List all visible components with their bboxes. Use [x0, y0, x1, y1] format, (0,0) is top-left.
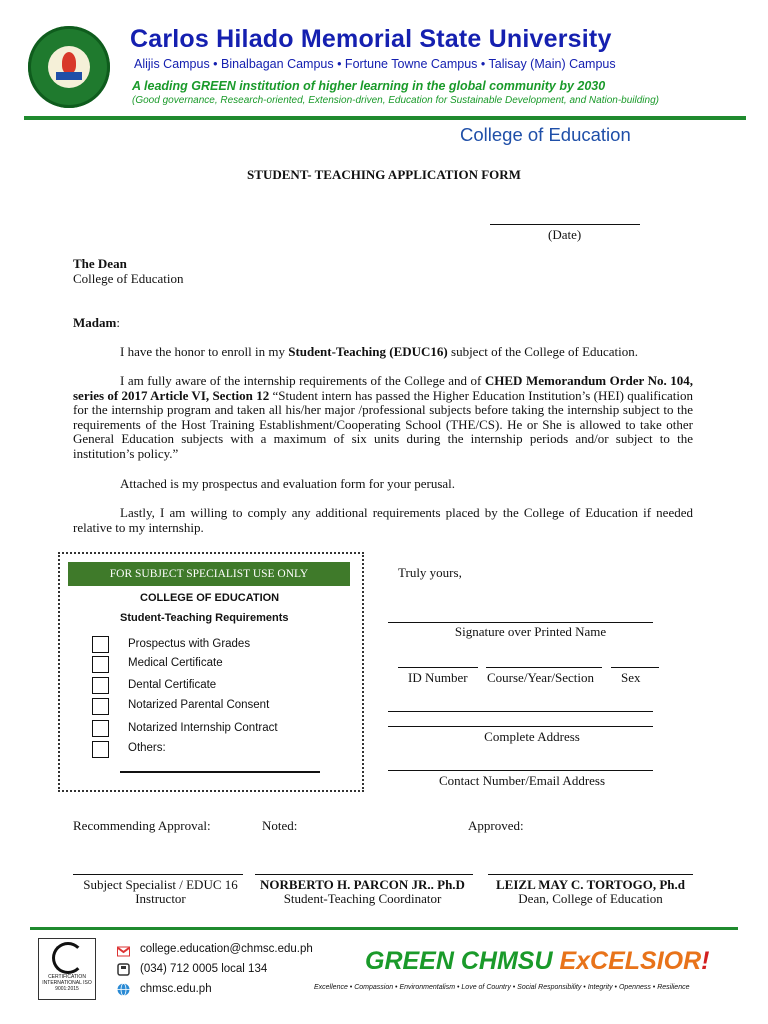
- noted-label: Noted:: [262, 818, 298, 833]
- box-heading: Student-Teaching Requirements: [120, 612, 289, 624]
- req-prospectus: Prospectus with Grades: [128, 638, 251, 650]
- address-line-1[interactable]: [388, 711, 653, 712]
- course-label: Course/Year/Section: [487, 670, 595, 685]
- vision-subtext: (Good governance, Research-oriented, Extension-driven, Education for Sustainable Development, and Nation-building): [132, 95, 659, 106]
- req-parental-consent: Notarized Parental Consent: [128, 699, 270, 711]
- paragraph-enroll: I have the honor to enroll in my Student-Teaching (EDUC16) subject of the College of Education.: [120, 344, 639, 359]
- req-dental: Dental Certificate: [128, 679, 217, 691]
- box-college: COLLEGE OF EDUCATION: [140, 592, 280, 604]
- checkbox-internship-contract[interactable]: [92, 720, 109, 737]
- req-others: Others:: [128, 742, 166, 754]
- torch-icon: [62, 52, 76, 74]
- recommending-label: Recommending Approval:: [73, 818, 211, 833]
- req-medical: Medical Certificate: [128, 657, 223, 669]
- form-title: STUDENT- TEACHING APPLICATION FORM: [247, 167, 521, 182]
- header-divider: [24, 116, 746, 120]
- contact-label: Contact Number/Email Address: [438, 773, 606, 788]
- checkbox-others[interactable]: [92, 741, 109, 758]
- checkbox-dental[interactable]: [92, 677, 109, 694]
- address-line-2[interactable]: [388, 726, 653, 727]
- core-values: Excellence • Compassion • Environmentalism • Love of Country • Social Responsibility • Integrity • Openness • Resilience: [314, 984, 690, 991]
- footer-phone: (034) 712 0005 local 134: [140, 963, 268, 975]
- campus-list: Alijis Campus • Binalbagan Campus • Fortune Towne Campus • Talisay (Main) Campus: [134, 57, 616, 71]
- specialist-sign-line[interactable]: [73, 874, 243, 875]
- sex-label: Sex: [621, 670, 641, 685]
- course-line[interactable]: [486, 667, 602, 668]
- specialist-bar: FOR SUBJECT SPECIALIST USE ONLY: [68, 562, 350, 586]
- footer-email[interactable]: college.education@chmsc.edu.ph: [140, 943, 313, 955]
- specialist-subtitle: Instructor: [135, 891, 186, 906]
- coordinator-name: NORBERTO H. PARCON JR.. Ph.D: [260, 877, 465, 892]
- vision-statement: A leading GREEN institution of higher learning in the global community by 2030: [132, 79, 606, 93]
- phone-icon: [117, 963, 130, 981]
- coordinator-sign-line[interactable]: [255, 874, 473, 875]
- signature-label: Signature over Printed Name: [454, 624, 607, 639]
- others-line[interactable]: [120, 771, 320, 773]
- dean-name: LEIZL MAY C. TORTOGO, Ph.d: [496, 877, 685, 892]
- checkbox-medical[interactable]: [92, 656, 109, 673]
- mail-icon: [117, 944, 130, 962]
- dean-sign-line[interactable]: [488, 874, 693, 875]
- certification-text: CERTIFICATION INTERNATIONAL ISO 9001:2015: [42, 974, 92, 992]
- footer-website[interactable]: chmsc.edu.ph: [140, 983, 212, 995]
- university-name: Carlos Hilado Memorial State University: [130, 25, 612, 53]
- req-internship-contract: Notarized Internship Contract: [128, 722, 278, 734]
- date-label: (Date): [548, 227, 582, 242]
- coordinator-role: Student-Teaching Coordinator: [283, 891, 442, 906]
- addressee-office: College of Education: [73, 271, 184, 286]
- specialist-title: Subject Specialist / EDUC 16: [83, 877, 238, 892]
- id-line[interactable]: [398, 667, 478, 668]
- sex-line[interactable]: [611, 667, 659, 668]
- paragraph-comply: Lastly, I am willing to comply any additional requirements placed by the College of Education if needed relative to my internship.: [73, 505, 693, 535]
- id-label: ID Number: [408, 670, 468, 685]
- paragraph-requirements: I am fully aware of the internship requirements of the College and of CHED Memorandum Order No. 104, series of 2017 Article VI, Section 12 “Student intern has passed the Higher Education Institution’s (HEI) qualification for the internship program and taken all his/her major /professional subjects before taking the internship subject to the requirements of the Host Training Establishment/Cooperating School (THE/CS). He or She is allowed to take other General Education subjects with a maximum of six units during the internship periods and/or subject to the institution’s policy.”: [73, 373, 694, 461]
- closing: Truly yours,: [398, 565, 462, 580]
- date-line[interactable]: [490, 224, 640, 225]
- college-name: College of Education: [460, 124, 631, 145]
- footer-divider: [30, 927, 738, 930]
- signature-line[interactable]: [388, 622, 653, 623]
- approved-label: Approved:: [468, 818, 524, 833]
- address-label: Complete Address: [484, 729, 580, 744]
- footer-brand: GREEN CHMSU ExCELSIOR!: [365, 947, 710, 975]
- book-icon: [56, 72, 82, 80]
- certification-ring-icon: [52, 942, 84, 974]
- contact-line[interactable]: [388, 770, 653, 771]
- checkbox-parental-consent[interactable]: [92, 698, 109, 715]
- dean-role: Dean, College of Education: [518, 891, 663, 906]
- addressee-title: The Dean: [73, 256, 127, 271]
- salutation: Madam:: [73, 315, 120, 330]
- paragraph-attached: Attached is my prospectus and evaluation form for your perusal.: [120, 476, 456, 491]
- checkbox-prospectus[interactable]: [92, 636, 109, 653]
- web-globe-icon: [117, 983, 130, 1001]
